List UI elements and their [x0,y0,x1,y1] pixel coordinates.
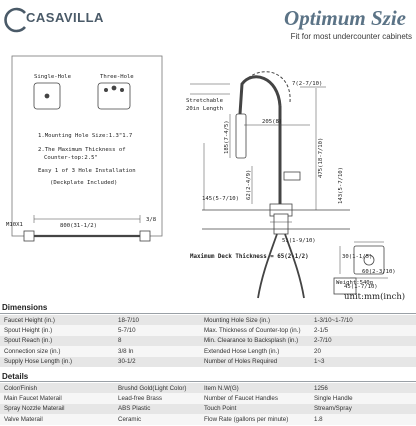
spec-key: Touch Point [200,404,310,414]
hose-length-label: 800(31-1/2) [60,223,98,229]
dimensions-table [0,315,416,367]
note-line-2: 2.The Maximum Thickness of [38,147,126,153]
spec-value: Brushd Gold(Light Color) [114,383,200,393]
spec-value: 20 [310,346,416,356]
stretchable-label-2: 20in Length [186,106,224,112]
spec-key: Item N.W(G) [200,383,310,393]
dim-top: 7(2-7/10) [292,81,323,87]
dim-hole-3: 45(1-7/10) [344,284,378,290]
spec-key: Color/Finish [0,383,114,393]
spec-value: 2-7/10 [310,336,416,346]
spec-key: Mounting Hole Size (in.) [200,315,310,325]
spec-key: Number of Holes Required [200,357,310,367]
spec-key: Max. Thickness of Counter-top (in.) [200,325,310,335]
dimensions-divider [0,313,416,314]
spec-key: Supply Hose Length (in.) [0,357,114,367]
dimensions-heading: Dimensions [2,303,48,312]
table-row [0,336,416,346]
spec-value: 5-7/10 [114,325,200,335]
spec-key: Spout Reach (in.) [0,336,114,346]
max-deck-thickness: Maximum Deck Thickness = 65(2-1/2) [190,254,309,260]
dim-hole-2: 60(2-3/10) [362,269,396,275]
spec-value: 30-1/2 [114,357,200,367]
unit-note: unit:mm(inch) [344,292,406,302]
spec-key: Spout Height (in.) [0,325,114,335]
brand-name: CASAVILLA [26,10,104,25]
spec-key: Extended Hose Length (in.) [200,346,310,356]
spec-key: Valve Materail [0,414,114,424]
table-row [0,325,416,335]
spec-value: 2-1/5 [310,325,416,335]
page-title: Optimum Szie [284,6,406,30]
spec-key: Flow Rate (gallons per minute) [200,414,310,424]
installation-panel [12,56,162,236]
spec-value: 1-3/10~1-7/10 [310,315,416,325]
note-line-5: (Deckplate Included) [50,180,118,186]
spec-key: Spray Nozzle Materail [0,404,114,414]
stretchable-label-1: Stretchable [186,98,224,104]
single-hole-label: Single-Hole [34,74,72,80]
note-line-4: Easy 1 of 3 Hole Installation [38,168,136,174]
spec-value: Stream/Spray [310,404,416,414]
details-divider [0,381,416,382]
weight-label: Weight:540g [336,280,374,286]
dim-handle: 62(2-4/9) [246,169,252,200]
table-row [0,383,416,393]
spec-key: Min. Clearance to Backsplash (in.) [200,336,310,346]
table-row [0,315,416,325]
hose-thread-label: M10X1 [6,222,23,228]
dim-height: 475(18-7/10) [318,137,324,178]
technical-drawing [0,54,416,300]
table-row [0,346,416,356]
table-row [0,393,416,403]
spec-value: ABS Plastic [114,404,200,414]
dim-reach: 205(8) [262,119,283,125]
dim-extra: 143(5-7/10) [338,166,344,204]
three-hole-label: Three-Hole [100,74,134,80]
spec-value: 18-7/10 [114,315,200,325]
spec-key: Main Faucet Materail [0,393,114,403]
page-subtitle: Fit for most undercounter cabinets [290,32,412,41]
spec-value: Ceramic [114,414,200,424]
dim-base-width: 51(1-9/10) [282,238,316,244]
dim-wand: 185(7-4/5) [224,120,230,154]
spec-value: 1.8 [310,414,416,424]
spec-value: 1~3 [310,357,416,367]
spec-key: Faucet Height (in.) [0,315,114,325]
dim-hole-1: 30(1-1/5) [342,254,373,260]
details-heading: Details [2,372,29,381]
table-row [0,357,416,367]
details-table [0,383,416,425]
table-row [0,414,416,424]
dim-spout-height: 145(5-7/10) [202,196,240,202]
hose-end-label: 3/8 [146,217,157,223]
table-row [0,404,416,414]
header [0,0,416,48]
spec-value: 1256 [310,383,416,393]
spec-value: 8 [114,336,200,346]
spec-key: Number of Faucet Handles [200,393,310,403]
note-line-3: Counter-top:2.5" [44,155,98,161]
spec-key: Connection size (in.) [0,346,114,356]
spec-value: 3/8 In [114,346,200,356]
spec-value: Lead-free Brass [114,393,200,403]
note-line-1: 1.Mounting Hole Size:1.3"1.7 [38,133,133,139]
spec-value: Single Handle [310,393,416,403]
